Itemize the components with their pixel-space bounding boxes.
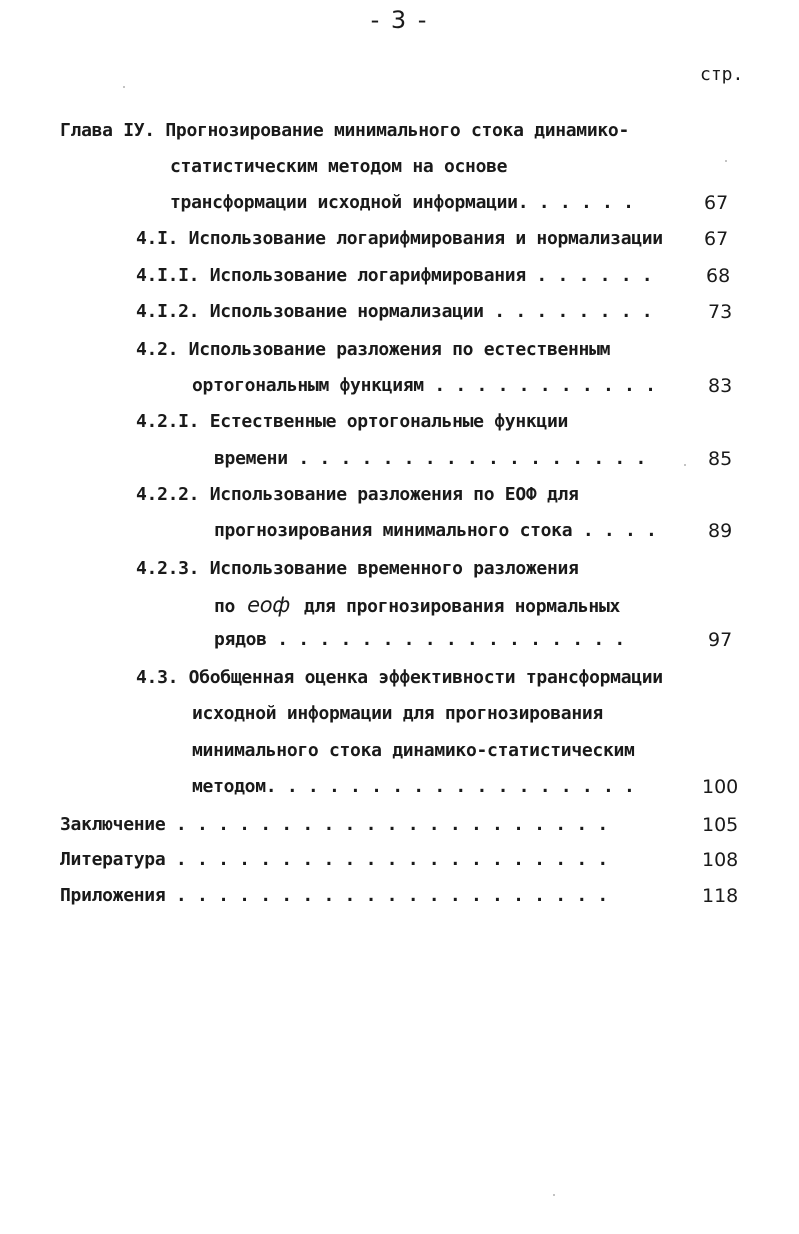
scan-speck: [725, 160, 727, 162]
toc-appendices: Приложения . . . . . . . . . . . . . . . . . . . . .: [60, 885, 608, 906]
dot-leader: . . . . . . . . . . .: [434, 375, 656, 396]
toc-chapter4-title-line2: статистическим методом на основе: [170, 156, 508, 177]
toc-appendices-page: 118: [702, 885, 739, 907]
toc-section-4-2-line2: ортогональным функциям . . . . . . . . . . .: [192, 375, 656, 396]
toc-section-4-2-3-line1: 4.2.3. Использование временного разложения: [136, 558, 579, 579]
toc-literature-page: 108: [702, 849, 739, 871]
scan-speck: [553, 1194, 555, 1196]
toc-section-4-2-2-page: 89: [708, 520, 733, 542]
toc-chapter4-page: 67: [704, 192, 729, 214]
toc-section-4-3-line3: минимального стока динамико-статистическим: [192, 740, 635, 761]
dot-leader: . . . . . . . . . . . . . . . . . .: [265, 776, 635, 797]
toc-conclusion-page: 105: [702, 814, 739, 836]
scan-speck: [684, 464, 686, 466]
toc-section-4-2-2-line1: 4.2.2. Использование разложения по ЕОФ для: [136, 484, 579, 505]
dot-leader: . . . . . . . . . . . . . . . . .: [298, 448, 647, 469]
pages-column-label: стр.: [700, 64, 744, 85]
toc-section-4-2-2-line2: прогнозирования минимального стока . . . .: [214, 520, 657, 541]
handwritten-abbreviation: еоф: [247, 593, 290, 617]
dot-leader: . . . . . . . . . . . . . . . . . . . . .: [175, 885, 608, 906]
toc-literature: Литература . . . . . . . . . . . . . . . . . . . . .: [60, 849, 608, 870]
dot-leader: . . . . . .: [536, 265, 653, 286]
toc-section-4-1-1: 4.I.I. Использование логарифмирования . . . . . .: [136, 265, 653, 286]
toc-section-4-1-2-page: 73: [708, 301, 733, 323]
toc-section-4-1: 4.I. Использование логарифмирования и нормализации: [136, 228, 663, 249]
scan-speck: [123, 86, 125, 88]
dot-leader: . . . . . . . . . . . . . . . . . . . . .: [175, 814, 608, 835]
toc-section-4-2-line1: 4.2. Использование разложения по естественным: [136, 339, 611, 360]
dot-leader: . . . . . . . . . . . . . . . . . . . . .: [175, 849, 608, 870]
toc-section-4-2-page: 83: [708, 375, 733, 397]
toc-section-4-2-3-line2: по еоф для прогнозирования нормальных: [214, 593, 621, 617]
toc-section-4-1-1-page: 68: [706, 265, 731, 287]
toc-section-4-2-1-line1: 4.2.I. Естественные ортогональные функции: [136, 411, 569, 432]
toc-conclusion: Заключение . . . . . . . . . . . . . . . . . . . . .: [60, 814, 608, 835]
page-number: - 3 -: [370, 6, 429, 34]
toc-section-4-1-page: 67: [704, 228, 729, 250]
toc-section-4-3-line4: методом. . . . . . . . . . . . . . . . . .: [192, 776, 635, 797]
toc-section-4-3-page: 100: [702, 776, 739, 798]
toc-chapter4-title-line1: Глава IУ. Прогнозирование минимального стока динамико-: [60, 120, 629, 141]
toc-section-4-3-line2: исходной информации для прогнозирования: [192, 703, 603, 724]
dot-leader: . . . . . . . . . . . . . . . . .: [277, 629, 625, 650]
toc-section-4-2-1-line2: времени . . . . . . . . . . . . . . . . .: [214, 448, 647, 469]
toc-section-4-2-3-page: 97: [708, 629, 733, 651]
toc-chapter4-title-line3: трансформации исходной информации. . . . . .: [170, 192, 634, 213]
toc-section-4-2-3-line3: рядов . . . . . . . . . . . . . . . . .: [214, 629, 625, 650]
dot-leader: . . . . . .: [517, 192, 634, 213]
toc-section-4-1-2: 4.I.2. Использование нормализации . . . . . . . .: [136, 301, 653, 322]
toc-section-4-3-line1: 4.3. Обобщенная оценка эффективности трансформации: [136, 667, 663, 688]
toc-section-4-2-1-page: 85: [708, 448, 733, 470]
dot-leader: . . . . . . . .: [494, 301, 653, 322]
dot-leader: . . . .: [582, 520, 657, 541]
